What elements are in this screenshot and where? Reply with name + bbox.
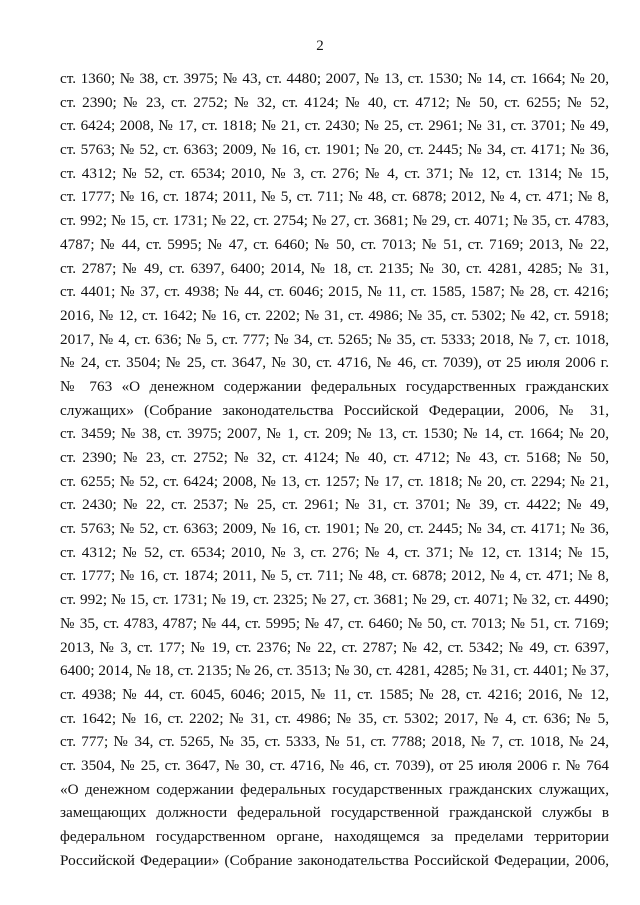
text-line: ст. 5763; № 52, ст. 6363; 2009, № 16, ст. 1901; № 20, ст. 2445; № 34, ст. 4171; № 36,: [60, 141, 609, 159]
text-line: Российской Федерации» (Собрание законодательства Российской Федерации, 2006,: [60, 851, 609, 869]
text-line: «О денежном содержании федеральных государственных гражданских служащих,: [60, 780, 609, 798]
text-line: ст. 2390; № 23, ст. 2752; № 32, ст. 4124; № 40, ст. 4712; № 43, ст. 5168; № 50,: [60, 449, 609, 466]
text-line: 6400; 2014, № 18, ст. 2135; № 26, ст. 3513; № 30, ст. 4281, 4285; № 31, ст. 4401; № 37,: [60, 662, 609, 680]
text-line: федеральном государственном органе, находящемся за пределами территории: [60, 828, 609, 845]
text-line: № 35, ст. 4783, 4787; № 44, ст. 5995; № 47, ст. 6460; № 50, ст. 7013; № 51, ст. 7169;: [60, 614, 609, 632]
text-line: 2016, № 12, ст. 1642; № 16, ст. 2202; № 31, ст. 4986; № 35, ст. 5302; № 42, ст. 5918;: [60, 306, 609, 324]
text-line: ст. 4401; № 37, ст. 4938; № 44, ст. 6046; 2015, № 11, ст. 1585, 1587; № 28, ст. 4216;: [60, 283, 609, 301]
text-line: ст. 1777; № 16, ст. 1874; 2011, № 5, ст. 711; № 48, ст. 6878; 2012, № 4, ст. 471; № 8,: [60, 567, 609, 585]
text-line: ст. 777; № 34, ст. 5265, № 35, ст. 5333, № 51, ст. 7788; 2018, № 7, ст. 1018, № 24,: [60, 733, 609, 751]
text-line: ст. 6255; № 52, ст. 6424; 2008, № 13, ст. 1257; № 17, ст. 1818; № 20, ст. 2294; № 21,: [60, 472, 609, 490]
text-line: ст. 992; № 15, ст. 1731; № 22, ст. 2754; № 27, ст. 3681; № 29, ст. 4071; № 35, ст. 4783,: [60, 212, 609, 230]
text-line: замещающих должности федеральной государственной гражданской службы в: [60, 804, 609, 822]
text-line: № 763 «О денежном содержании федеральных государственных гражданских: [60, 377, 609, 395]
text-line: 2017, № 4, ст. 636; № 5, ст. 777; № 34, ст. 5265; № 35, ст. 5333; 2018, № 7, ст. 1018,: [60, 330, 609, 348]
text-line: 2013, № 3, ст. 177; № 19, ст. 2376; № 22, ст. 2787; № 42, ст. 5342; № 49, ст. 6397,: [60, 638, 609, 656]
body-text: [60, 67, 609, 872]
text-line: служащих» (Собрание законодательства Российской Федерации, 2006, № 31,: [60, 401, 609, 419]
text-line: ст. 3504, № 25, ст. 3647, № 30, ст. 4716, № 46, ст. 7039), от 25 июля 2006 г. № 764: [60, 756, 609, 774]
text-line: ст. 1777; № 16, ст. 1874; 2011, № 5, ст. 711; № 48, ст. 6878; 2012, № 4, ст. 471; № 8,: [60, 188, 609, 206]
text-line: ст. 3459; № 38, ст. 3975; 2007, № 1, ст. 209; № 13, ст. 1530; № 14, ст. 1664; № 20,: [60, 425, 609, 443]
text-line: ст. 4312; № 52, ст. 6534; 2010, № 3, ст. 276; № 4, ст. 371; № 12, ст. 1314; № 15,: [60, 164, 609, 182]
text-line: № 24, ст. 3504; № 25, ст. 3647, № 30, ст. 4716, № 46, ст. 7039), от 25 июля 2006 г.: [60, 354, 609, 372]
text-line: ст. 1642; № 16, ст. 2202; № 31, ст. 4986; № 35, ст. 5302; 2017, № 4, ст. 636; № 5,: [60, 709, 609, 727]
text-line: ст. 6424; 2008, № 17, ст. 1818; № 21, ст. 2430; № 25, ст. 2961; № 31, ст. 3701; № 49,: [60, 117, 609, 135]
text-line: ст. 2787; № 49, ст. 6397, 6400; 2014, № 18, ст. 2135; № 30, ст. 4281, 4285; № 31,: [60, 259, 609, 277]
text-line: 4787; № 44, ст. 5995; № 47, ст. 6460; № 50, ст. 7013; № 51, ст. 7169; 2013, № 22,: [60, 235, 609, 253]
page-number: 2: [316, 38, 324, 54]
text-line: ст. 992; № 15, ст. 1731; № 19, ст. 2325; № 27, ст. 3681; № 29, ст. 4071; № 32, ст. 4490;: [60, 591, 609, 609]
text-line: ст. 1360; № 38, ст. 3975; № 43, ст. 4480; 2007, № 13, ст. 1530; № 14, ст. 1664; № 20,: [60, 70, 609, 87]
text-line: ст. 4938; № 44, ст. 6045, 6046; 2015, № 11, ст. 1585; № 28, ст. 4216; 2016, № 12,: [60, 685, 609, 703]
text-line: ст. 2390; № 23, ст. 2752; № 32, ст. 4124; № 40, ст. 4712; № 50, ст. 6255; № 52,: [60, 93, 609, 111]
text-line: ст. 5763; № 52, ст. 6363; 2009, № 16, ст. 1901; № 20, ст. 2445; № 34, ст. 4171; № 36,: [60, 520, 609, 538]
text-line: ст. 4312; № 52, ст. 6534; 2010, № 3, ст. 276; № 4, ст. 371; № 12, ст. 1314; № 15,: [60, 543, 609, 561]
text-line: ст. 2430; № 22, ст. 2537; № 25, ст. 2961; № 31, ст. 3701; № 39, ст. 4422; № 49,: [60, 496, 609, 514]
